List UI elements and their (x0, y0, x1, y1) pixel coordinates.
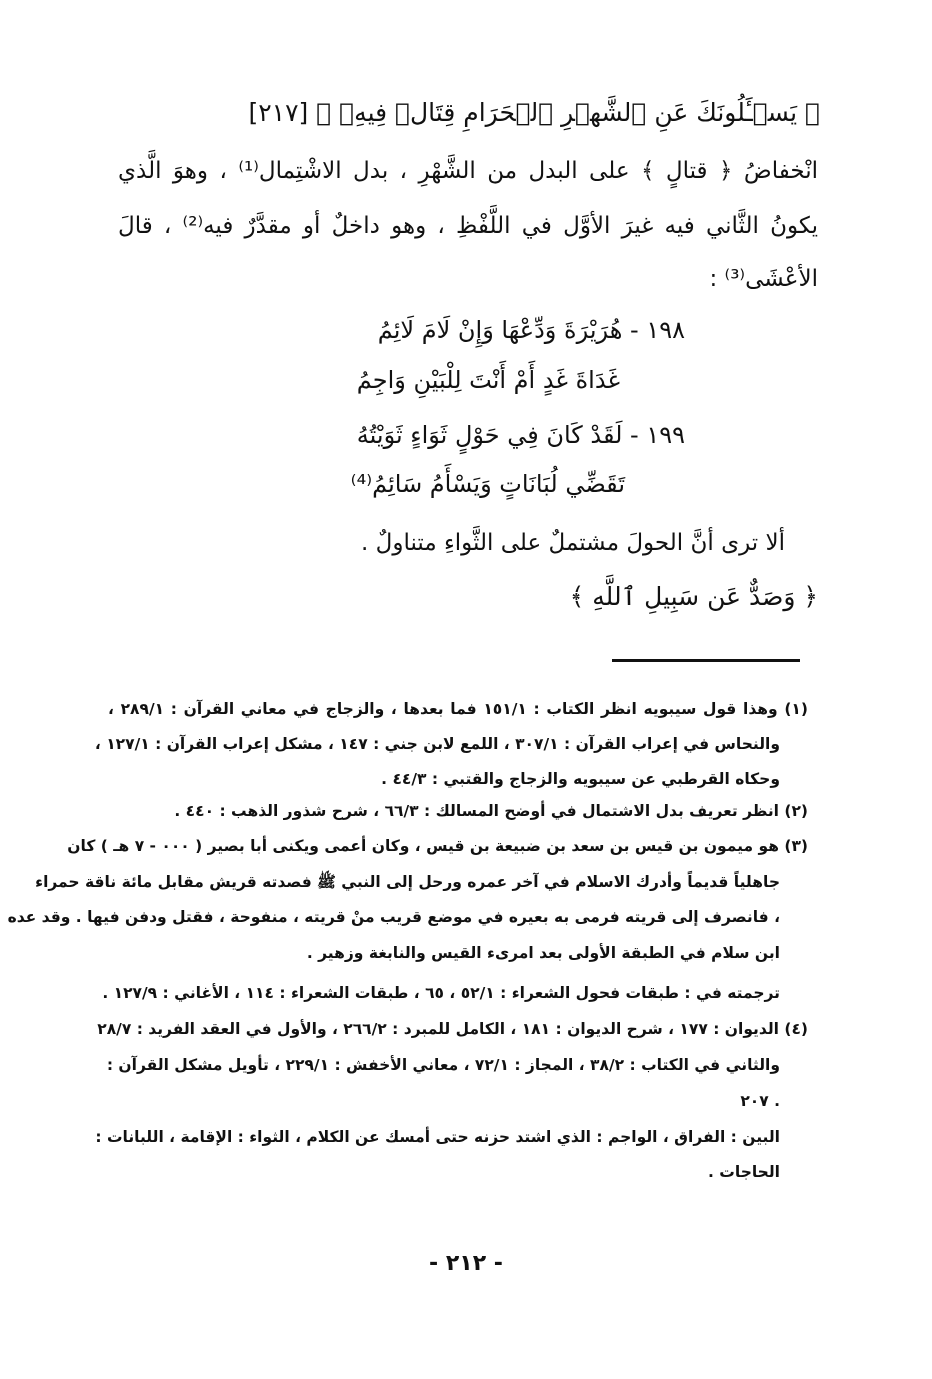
footnote-line-2: والنحاس في إعراب القرآن : ٣٠٧/١ ، اللمع لابن جني : ١٤٧ ، مشكل إعراب القرآن : ١٢٧/١ ، (94, 735, 780, 753)
quran-verse-heading: ﴿ يَسۡـَٔلُونَكَ عَنِ ٱلشَّهۡرِ ٱلۡحَرَامِ قِتَالٖ فِيهِۖ ﴾ [٢١٧] (248, 98, 820, 127)
verse-199-first-hemistich: ١٩٩ - لَقَدْ كَانَ فِي حَوْلٍ ثَوَاءٍ ثَوَيْتُهُ (356, 421, 685, 449)
footnote-line-8: ابن سلام في الطبقة الأولى بعد امرىء القيس والنابغة وزهير . (306, 944, 780, 962)
paragraph-line-4: ألا ترى أنَّ الحولَ مشتملٌ على الثَّواءِ متناولٌ . (361, 530, 785, 556)
footnote-line-10: (٤) الديوان : ١٧٧ ، شرح الديوان : ١٨١ ، الكامل للمبرد : ٢٦٦/٢ ، والأول في العقد الفريد : ٢٨/٧ (97, 1020, 808, 1038)
paragraph-line-1: انْخفاضُ ﴿ قتالٍ ﴾ على البدل من الشَّهْرِ ، بدل الاشْتِمال⁽¹⁾ ، وهوَ الَّذي (118, 158, 818, 184)
footnote-line-7: ، فانصرف إلى قريته فرمى به بعيره في موضع قريب منْ قريته ، منفوحة ، فقتل ودفن فيها . وقد عده (7, 908, 780, 926)
footnote-line-12: ٢٠٧ . (740, 1092, 780, 1110)
paragraph-line-3: الأعْشَى⁽³⁾ : (709, 266, 818, 292)
footnote-line-11: والثاني في الكتاب : ٣٨/٢ ، المجاز : ٧٢/١ ، معاني الأخفش : ٢٢٩/١ ، تأويل مشكل القرآن : (106, 1056, 780, 1074)
verse-199-second-hemistich: تَقَضِّي لُبَانَاتٍ وَيَسْأَمُ سَائِمُ⁽⁴⁾ (350, 470, 625, 498)
footnote-divider (612, 659, 800, 662)
footnote-line-3: وحكاه القرطبي عن سيبويه والزجاج والقتبي : ٤٤/٣ . (381, 770, 780, 788)
footnote-line-13: البين : الفراق ، الواجم : الذي اشتد حزنه حتى أمسك عن الكلام ، الثواء : الإقامة ، اللبانات : (95, 1128, 780, 1146)
footnote-line-5: (٣) هو ميمون بن قيس بن سعد بن ضبيعة بن قيس ، وكان أعمى ويكنى أبا بصير ( ٠٠٠ - ٧ هـ ) كان (67, 837, 808, 855)
verse-198-first-hemistich: ١٩٨ - هُرَيْرَةَ وَدِّعْهَا وَإِنْ لَامَ لَائِمُ (377, 316, 685, 344)
footnote-line-14: الحاجات . (708, 1163, 780, 1181)
page-number: - ٢١٢ - (429, 1251, 503, 1276)
footnote-line-4: (٢) انظر تعريف بدل الاشتمال في أوضح المسالك : ٦٦/٣ ، شرح شذور الذهب : ٤٤٠ . (174, 802, 808, 820)
verse-198-second-hemistich: غَدَاةَ غَدٍ أَمْ أَنْتَ لِلْبَيْنِ وَاجِمُ (356, 366, 620, 394)
paragraph-line-2: يكونُ الثَّاني فيه غيرَ الأوَّل في اللَّفْظِ ، وهو داخلٌ أو مقدَّرٌ فيه⁽²⁾ ، قالَ (118, 213, 818, 239)
footnote-line-6: جاهلياً قديماً وأدرك الاسلام في آخر عمره ورحل إلى النبي ﷺ فصدته قريش مقابل مائة ناقة حمراء (35, 873, 780, 891)
footnote-line-1: (١) وهذا قول سيبويه انظر الكتاب : ١٥١/١ فما بعدها ، والزجاج في معاني القرآن : ٢٨٩/١ ، (108, 700, 808, 718)
footnote-line-9: ترجمته في : طبقات فحول الشعراء : ٥٢/١ ، ٦٥ ، طبقات الشعراء : ١١٤ ، الأغاني : ١٢٧/٩ . (102, 984, 780, 1002)
quran-verse-2: ﴿ وَصَدٌّ عَن سَبِيلِ ٱللَّهِ ﴾ (569, 582, 818, 611)
